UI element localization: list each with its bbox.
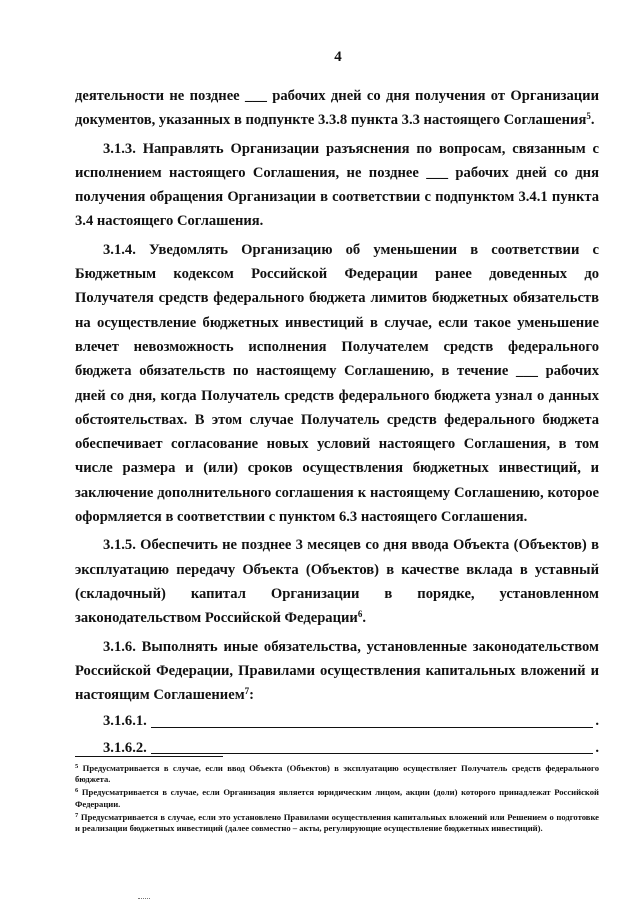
sub-item-3-1-6-1	[75, 709, 599, 733]
paragraph-tail: .	[362, 610, 366, 627]
footnote-number: 6	[75, 787, 79, 795]
footnotes	[75, 763, 599, 836]
footnote-7	[75, 812, 599, 834]
footnote-text: Предусматривается в случае, если ввод Объекта (Объектов) в эксплуатацию осуществляет Получатель средств федерального бюджета.	[75, 763, 600, 785]
footnote-separator	[75, 756, 223, 757]
sub-item-end: .	[595, 739, 599, 756]
footnote-text: Предусматривается в случае, если Организация является юридическим лицом, акции (доли) которого принадлежат Российской Федерации.	[75, 787, 599, 809]
paragraph-text: 3.1.4. Уведомлять Организацию об уменьшении в соответствии с Бюджетным кодексом Российской Федерации ранее доведенных до Получателя средств федерального бюджета лимитов бюджетных обязательств на осуществление бюджетных инвестиций в случае, если такое уменьшение влечет невозможность исполнения Получателем средств федерального бюджета обязательств по настоящему Соглашению, в течение ___ рабочих дней со дня, когда Получатель средств федерального бюджета узнал о данных обстоятельствах. В этом случае Получатель средств федерального бюджета обеспечивает согласование новых условий настоящего Соглашения, в том числе размера и (или) сроков осуществления бюджетных инвестиций, и заключение дополнительного соглашения к настоящему Соглашению, которое оформляется в соответствии с пунктом 6.3 настоящего Соглашения.	[75, 241, 599, 526]
footnote-ref: 5	[586, 111, 591, 122]
sub-item-label: 3.1.6.2.	[103, 739, 147, 756]
paragraph-tail: .	[590, 112, 595, 129]
document-body	[75, 84, 599, 760]
paragraph-3-1-5	[75, 533, 599, 630]
sub-item-label: 3.1.6.1.	[103, 713, 147, 730]
footnote-text: Предусматривается в случае, если это установлено Правилами осуществления капитальных вложений или Решением о подготовке и реализации бюджетных инвестиций (далее совместно – акты, регулирующие осуществление бюджетных инвестиций).	[75, 811, 599, 834]
paragraph-3-1-6	[75, 635, 599, 708]
paragraph-tail: :	[249, 687, 255, 704]
footnote-6	[75, 787, 599, 809]
paragraph-continuation	[75, 84, 599, 133]
sub-item-end: .	[595, 713, 599, 730]
fill-in-line	[151, 727, 594, 728]
footnote-5	[75, 763, 599, 785]
page-number: 4	[334, 49, 342, 65]
paragraph-text: деятельности не позднее ___ рабочих дней со дня получения от Организации документов, указанных в подпункте 3.3.8 пункта 3.3 настоящего Соглашения	[75, 88, 599, 129]
footnote-ref: 7	[244, 686, 250, 697]
paragraph-3-1-3	[75, 137, 599, 234]
paragraph-text: 3.1.3. Направлять Организации разъяснения по вопросам, связанным с исполнением настоящего Соглашения, не позднее ___ рабочих дней со дня получения обращения Организации в соответствии с подпунктом 3.4.1 пункта 3.4 настоящего Соглашения.	[75, 140, 599, 230]
footnote-ref: 6	[357, 609, 363, 620]
paragraph-text: 3.1.5. Обеспечить не позднее 3 месяцев со дня ввода Объекта (Объектов) в эксплуатацию передачу Объекта (Объектов) в качестве вклада в уставный (складочный) капитал Организации в порядке, установленном законодательством Российской Федерации	[75, 537, 599, 627]
paragraph-text: 3.1.6. Выполнять иные обязательства, установленные законодательством Российской Федерации, Правилами осуществления капитальных вложений и настоящим Соглашением	[75, 638, 599, 704]
scan-artifact	[138, 898, 150, 903]
footnote-number: 5	[75, 763, 79, 770]
footnote-number: 7	[75, 811, 79, 819]
fill-in-line	[151, 753, 594, 754]
paragraph-3-1-4	[75, 238, 599, 530]
